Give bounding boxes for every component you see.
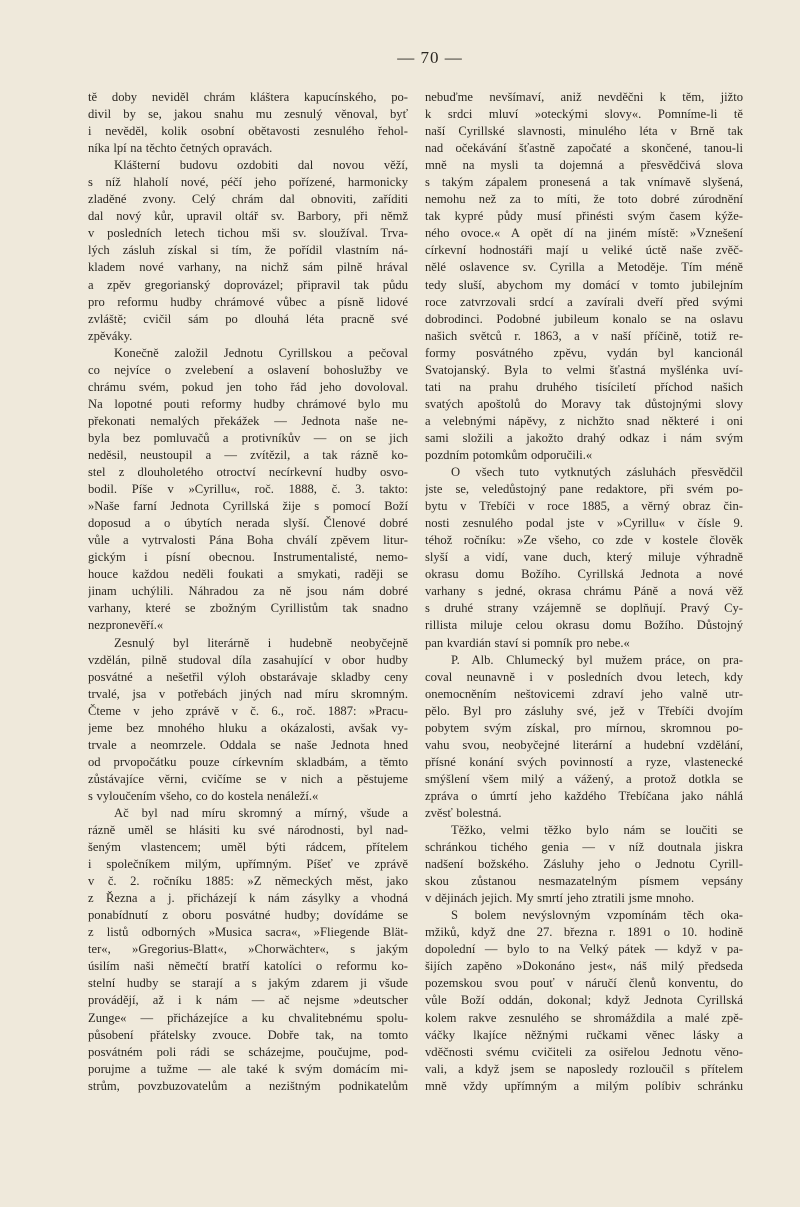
text-line: bodil. Píše v »Cyrillu«, roč. 1888, č. 3. takto: xyxy=(88,482,408,497)
text-line: téhož ročníku: »Ze všeho, co zde v kostele člověk xyxy=(425,533,743,548)
text-line: mžiků, když dne 27. března r. 1891 o 10. hodině xyxy=(425,925,743,940)
text-line: schránkou tichého genia — v níž doutnala jiskra xyxy=(425,840,743,855)
text-line: našich světců r. 1863, a v naší příčině, totiž re- xyxy=(425,328,743,343)
text-line: »Naše farní Jednota Cyrillská žije s pomocí Boží xyxy=(88,499,408,514)
text-line: Zesnulý byl literárně i hudebně neobyčejně xyxy=(114,635,408,650)
text-line: sami složili a jakožto drahý odkaz i nám svým xyxy=(425,430,743,445)
text-line: pobytem svým získal, pro mírnou, skromnou po- xyxy=(425,720,743,735)
text-line: překonati nemalých překážek — Jednota naše ne- xyxy=(88,413,408,428)
text-line: a zpěv gregorianský doprovázel; připravil tak půdu xyxy=(88,277,408,292)
text-line: byla bez pomluvačů a protivníkův — on se jich xyxy=(88,430,408,445)
text-line: šeným vlastencem; uměl býti rádcem, přítelem xyxy=(88,840,408,855)
text-line: Ač byl nad míru skromný a mírný, všude a xyxy=(114,805,408,820)
text-line: zůstávajíce věrni, cvičíme se v nich a pěstujeme xyxy=(88,771,408,786)
text-line: i společníkem milým, upřímným. Píšeť ve zprávě xyxy=(88,857,408,872)
text-line: bytu v Třebíči v roce 1885, a věrný obraz čin- xyxy=(425,499,743,514)
text-line: varhany s jedné, okrasa chrámu Páně a nová věž xyxy=(425,584,743,599)
text-line: tak kypré půdy musí přinésti svým časem kýže- xyxy=(425,209,743,224)
text-line: porujme a tužme — ale také k svým domácím mi- xyxy=(88,1061,408,1076)
text-line: okrasu domu Božího. Cyrillská Jednota a nové xyxy=(425,567,743,582)
text-line: neděsil, neustoupil a — zvítězil, a tak rázně ko- xyxy=(88,447,408,462)
text-line: tě doby neviděl chrám kláštera kapucínského, po- xyxy=(88,90,408,104)
text-line: jeme bez mnohého hluku a okázalosti, avšak vy- xyxy=(88,720,408,735)
text-line: působení přátelsky zvouce. Dobře tak, na tomto xyxy=(88,1027,408,1042)
text-line: zpěváky. xyxy=(88,328,133,343)
text-line: posvátném poli rádi se scházejme, poučujme, pod- xyxy=(88,1044,408,1059)
text-line: zvěsť bolestná. xyxy=(425,805,502,820)
text-line: strům, povzbuzovatelům a nezištným podnikatelům xyxy=(88,1078,408,1093)
text-line: nemohu než za to míti, že toto dobré zúrodnění xyxy=(425,192,743,207)
text-line: s takým zápalem pronesená a tak vnímavě slyšená, xyxy=(425,175,743,190)
text-line: provádějí, až i k nám — ač nejsme »deutscher xyxy=(88,993,408,1008)
text-line: mně na mysli ta dojemná a přesvědčivá slova xyxy=(425,158,743,173)
text-line: Konečně založil Jednotu Cyrillskou a pečoval xyxy=(114,345,408,360)
text-line: nadšení božského. Zásluhy jeho o Jednotu Cyrill- xyxy=(425,857,743,872)
text-line: v posledních letech tichou mši sv. sloužíval. Trva- xyxy=(88,226,408,241)
text-line: nebuďme nevšímaví, aniž nevděčni k těm, jižto xyxy=(425,90,743,104)
text-line: vůle Boží oddán, dokonal; když Jednota Cyrillská xyxy=(425,993,743,1008)
text-line: v č. 2. ročníku 1885: »Z německých měst, jako xyxy=(88,874,408,889)
text-line: svatých apoštolů do Moravy tak důstojnými slovy xyxy=(425,396,743,411)
text-line: Zunge« — přicházejíce a ku chvalitebnému spolu- xyxy=(88,1010,408,1025)
text-line: doposud a o úbytích nerada slyší. Členové dobré xyxy=(88,516,408,531)
text-line: kolem rakve zesnulého se shromáždila a malé zpě- xyxy=(425,1010,743,1025)
text-line: tati na prahu druhého tisíciletí příchod našich xyxy=(425,379,743,394)
text-line: stelní hudby se starají a s jakým zdarem ji všude xyxy=(88,976,408,991)
text-line: z Řezna a j. přicházejí k nám zásylky a vhodná xyxy=(88,891,408,906)
text-line: divil by se, jakou snahu mu zesnulý věnoval, byť xyxy=(88,107,408,122)
text-line: s vyloučením všeho, co do kostela nenáleží.« xyxy=(88,788,319,803)
text-line: slyší a vidí, vane duch, který miluje výhradně xyxy=(425,550,743,565)
text-line: přísné konání svých povinností a ryze, vlastenecké xyxy=(425,754,743,769)
text-line: lých zásluh získal si tím, že pořídil vlastním ná- xyxy=(88,243,408,258)
left-column xyxy=(88,89,408,1095)
text-line: církevní hodnostáři mají u veliké úctě naše zvěč- xyxy=(425,243,743,258)
text-line: níka lpí na těchto četných opravách. xyxy=(88,141,273,156)
text-line: vzdělán, pilně studoval díla zasahující v obor hudby xyxy=(88,652,408,667)
text-line: úsilím naši němečtí bratří katolíci o reformu ko- xyxy=(88,959,408,974)
text-line: coval neunavně i v posledních dvou letech, kdy xyxy=(425,669,743,684)
text-line: pozdním potomkům odporučili.« xyxy=(425,447,593,462)
text-line: váčky lkajíce něžnými ručkami věnec lásky a xyxy=(425,1027,743,1042)
text-line: zladěné zvony. Celý chrám dal obnoviti, zaříditi xyxy=(88,192,408,207)
text-line: vůle a vytrvalosti Pána Boha chválí zpěvem litur- xyxy=(88,533,408,548)
text-line: smýšlení všem milý a vážený, a protož dotkla se xyxy=(425,771,743,786)
text-line: naší Cyrillské slavnosti, minulého léta v Brně tak xyxy=(425,124,743,139)
text-line: S bolem nevýslovným vzpomínám těch oka- xyxy=(451,908,743,923)
text-line: rázně uměl se hlásiti ku své národnosti, byl nad- xyxy=(88,823,408,838)
right-column xyxy=(425,89,743,1095)
text-line: pozemskou svou pouť v náručí členů konventu, do xyxy=(425,976,743,991)
text-line: posvátné a nešetřil výloh obstarávaje skladby ceny xyxy=(88,669,408,684)
text-line: roce zatvrzovali srdcí a zavírali dveří před svými xyxy=(425,294,743,309)
text-line: nezpronevěří.« xyxy=(88,618,164,633)
text-line: dal nový kůr, upravil oltář sv. Barbory, při němž xyxy=(88,209,408,224)
text-line: i nevěděl, kolik osobní obětavosti zesnulého řehol- xyxy=(88,124,408,139)
text-line: pělo. Byl pro zásluhy své, jež v Třebíči dvojím xyxy=(425,703,743,718)
text-line: trvalé, jsa v potřebách jiných nad míru skromným. xyxy=(88,686,408,701)
text-line: formy posvátného zpěvu, vydán byl kancionál xyxy=(425,345,743,360)
text-line: kladem nové varhany, na nichž sám pilně hrával xyxy=(88,260,408,275)
text-line: vahu svou, neobyčejné literární a hudební vzdělání, xyxy=(425,737,743,752)
text-line: mně vždy upřímným a milým políbiv schránku xyxy=(425,1078,743,1093)
text-line: zpráva o úmrtí jeho každého Třebíčana jako náhlá xyxy=(425,788,743,803)
text-line: dobrodinci. Podobné jubileum konalo se na oslavu xyxy=(425,311,743,326)
text-line: nosti zesnulého podal jste v »Cyrillu« v čísle 9. xyxy=(425,516,743,531)
text-line: stel z dlouholetého otroctví necírkevní hudby osvo- xyxy=(88,465,408,480)
text-line: co nejvíce o zvelebení a oslavení bohoslužby ve xyxy=(88,362,408,377)
text-line: k srdci mluví »oteckými slovy«. Pomníme-li tě xyxy=(425,107,743,122)
text-line: nad očekávání šťastně započaté a skončené, tanou-li xyxy=(425,141,743,156)
text-line: Svatojanský. Byla to velmi šťastná myšlénka uví- xyxy=(425,362,743,377)
text-line: Na lopotné pouti reformy hudby chrámové bylo mu xyxy=(88,396,408,411)
text-line: P. Alb. Chlumecký byl mužem práce, on pra- xyxy=(451,652,743,667)
text-line: chrámu svém, pokud jen toho řád jeho dovoloval. xyxy=(88,379,408,394)
text-line: O všech tuto vytknutých zásluhách přesvědčil xyxy=(451,465,743,480)
text-line: jinam uchýlili. Náhradou za ně jsou nám dobré xyxy=(88,584,408,599)
text-line: vali, a když jsem se naposledy rozloučil s přítelem xyxy=(425,1061,743,1076)
text-line: ter«, »Gregorius-Blatt«, »Chorwächter«, s jakým xyxy=(88,942,408,957)
text-line: šijích zapěno »Dokonáno jest«, náš milý předseda xyxy=(425,959,743,974)
text-line: od prvopočátku pouze církevním skladbám, a těmto xyxy=(88,754,408,769)
text-line: ného ovoce.« A opět dí na jiném místě: »Vznešení xyxy=(425,226,743,241)
text-line: tedy sluší, abychom my domácí v tomto jubilejním xyxy=(425,277,743,292)
text-line: skou zůstanou nesmazatelným písmem vepsány xyxy=(425,874,743,889)
text-line: pro reformu hudby chrámové vůbec a písně lidové xyxy=(88,294,408,309)
text-line: z listů odborných »Musica sacra«, »Fliegende Blät- xyxy=(88,925,408,940)
text-line: houce každou neděli foukati a smykati, raději se xyxy=(88,567,408,582)
text-line: a velebnými nápěvy, z nichžto snad některé i oni xyxy=(425,413,743,428)
text-line: Čteme v jeho zprávě v č. 6., roč. 1887: »Pracu- xyxy=(88,703,408,718)
text-line: pan kvardián staví si pomník pro nebe.« xyxy=(425,635,630,650)
text-line: gickým i písní obecnou. Instrumentalisté, nemo- xyxy=(88,550,408,565)
text-line: s níž hlaholí nové, péčí jeho pořízené, harmonicky xyxy=(88,175,408,190)
text-line: v dějinách jejich. My smrtí jeho ztratili jsme mnoho. xyxy=(425,891,695,906)
text-line: Těžko, velmi těžko bylo nám se loučiti se xyxy=(451,823,743,838)
text-line: dopolední — bylo to na Velký pátek — když v pa- xyxy=(425,942,743,957)
text-line: jste se, veledůstojný pane redaktore, při svém po- xyxy=(425,482,743,497)
page-number: — 70 — xyxy=(397,48,463,67)
text-line: varhany, které se zbožným Cyrillistům tak snadno xyxy=(88,601,408,616)
text-line: s druhé strany vzájemně se doplňují. Pravý Cy- xyxy=(425,601,743,616)
text-line: vděčnosti svému cvičiteli za osiřelou Jednotu věno- xyxy=(425,1044,743,1059)
text-line: zvláště; cvičil sám po dlouhá léta pracně své xyxy=(88,311,408,326)
text-line: trvale a neomrzele. Oddala se naše Jednota hned xyxy=(88,737,408,752)
text-line: onemocněním neštovicemi zdraví jeho valně utr- xyxy=(425,686,743,701)
text-line: ponabídnutí z oboru posvátné hudby; dovídáme se xyxy=(88,908,408,923)
text-line: nělé oslavence sv. Cyrilla a Metoděje. Tím méně xyxy=(425,260,743,275)
text-line: rillista miluje celou okrasu domu Božího. Důstojný xyxy=(425,618,743,633)
text-line: Klášterní budovu ozdobiti dal novou věží, xyxy=(114,158,408,173)
